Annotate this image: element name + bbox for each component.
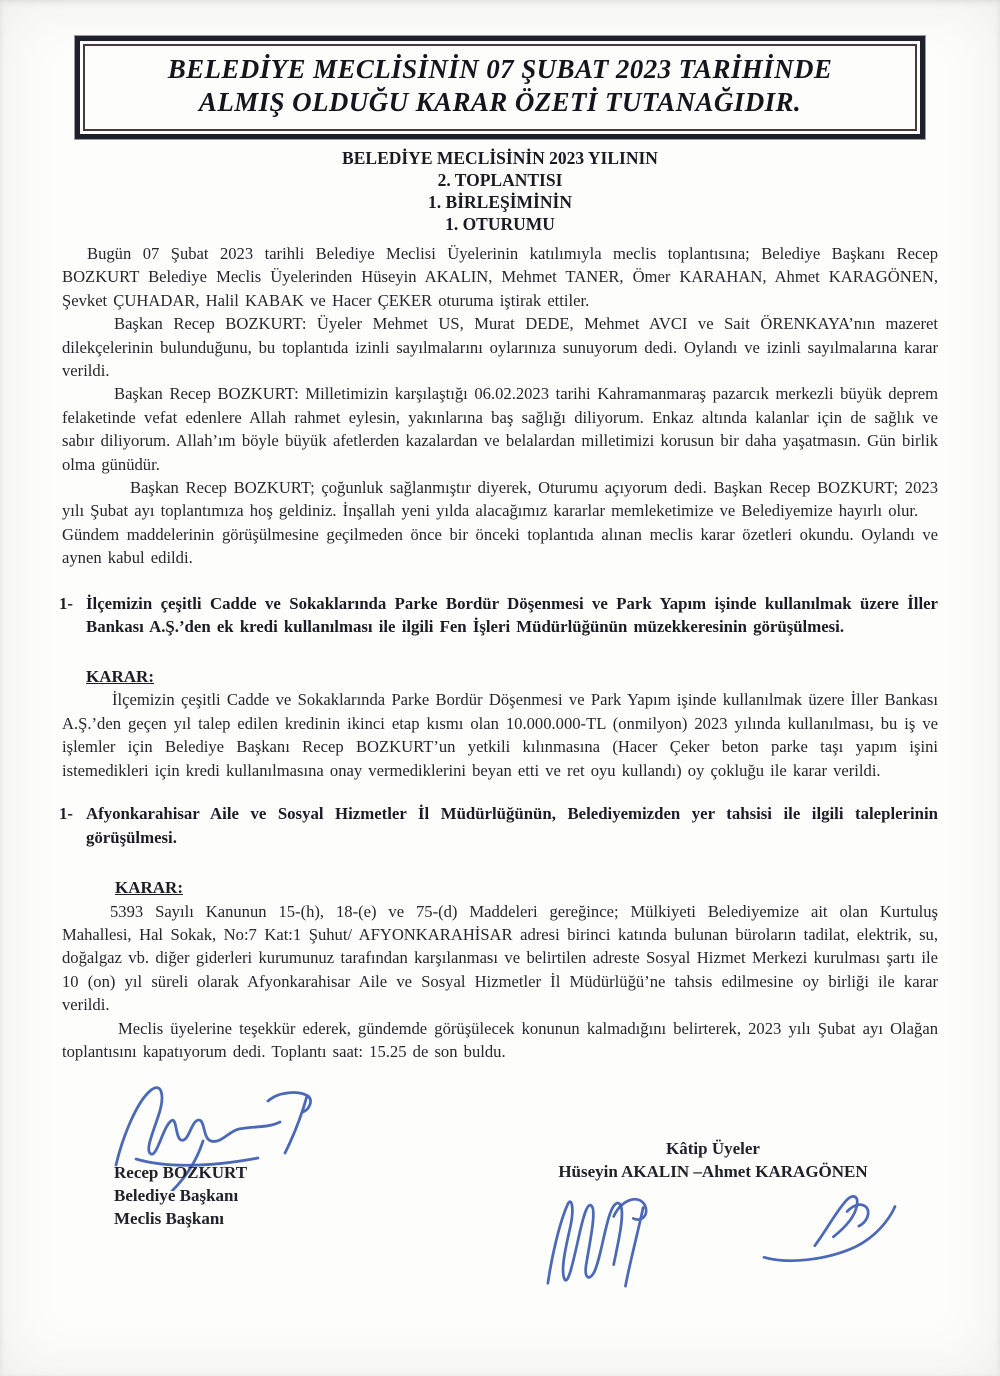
clerks-names: Hüseyin AKALIN –Ahmet KARAGÖNEN [558,1162,868,1182]
agenda-item-1-number: 1- [59,593,73,613]
decision-heading-2: KARAR: [115,878,183,898]
session-line-round: 1. OTURUMU [445,214,555,234]
agenda-item-2 [59,802,938,849]
huseyin-akalin-signature [532,1187,660,1295]
agenda-item-1-title: İlçemizin çeşitli Cadde ve Sokaklarında Parke Bordür Döşenmesi ve Park Yapım işinde kullanılmak üzere İller Bankası A.Ş.’den ek kredi kullanılması ile ilgili Fen İşleri Müdürlüğünün müzekkeresinin görüşülmesi. [86,593,938,637]
agenda-item-1 [59,592,938,639]
session-line-sitting: 1. BİRLEŞİMİNİN [428,192,572,212]
chairman-title-2: Meclis Başkanı [114,1209,225,1229]
paragraph-earthquake-condolence: Başkan Recep BOZKURT: Milletimizin karşılaştığı 06.02.2023 tarihi Kahramanmaraş pazarcık merkezli büyük deprem felaketinde vefat edenlere Allah rahmet eylesin, yakınlarına baş sağlığı diliyorum. Enkaz altında kalanlar için de sağlık ve sabır diliyorum. Allah’ım böyle büyük afetlerden kazalardan ve belalardan milletimizi korusun bir daha yaşatmasın. Gün birlik olma günüdür. [62,384,938,474]
signature-section [62,1079,938,1295]
title-box [75,36,925,139]
title-line-2: ALMIŞ OLDUĞU KARAR ÖZETİ TUTANAĞIDIR. [198,87,802,117]
decision-heading-1: KARAR: [86,666,154,686]
clerk-signatures [498,1183,928,1295]
ahmet-karagonen-signature [758,1187,900,1273]
opening-paragraphs [62,242,938,570]
title-line-1: BELEDİYE MECLİSİNİN 07 ŞUBAT 2023 TARİHİNDE [167,54,833,84]
clerks-heading: Kâtip Üyeler [666,1139,760,1159]
agenda-item-2-title: Afyonkarahisar Aile ve Sosyal Hizmetler İl Müdürlüğünün, Belediyemizden yer tahsisi ile ilgili taleplerinin görüşülmesi. [86,803,938,847]
paragraph-excused-members: Başkan Recep BOZKURT: Üyeler Mehmet US, Murat DEDE, Mehmet AVCI ve Sait ÖRENKAYA’nın mazeret dilekçelerinin bulunduğunu, bu toplantıda izinli sayılmalarını oylarınıza sunuyorum dedi. Oylandı ve izinli sayılmalarına karar verildi. [62,314,938,381]
chairman-title-1: Belediye Başkanı [114,1186,239,1206]
clerks-signature-block [498,1079,928,1295]
session-line-meeting: 2. TOPLANTISI [437,170,563,190]
decision-text-1: İlçemizin çeşitli Cadde ve Sokaklarında Parke Bordür Döşenmesi ve Park Yapım işinde kullanılmak üzere İller Bankası A.Ş.’den geçen yıl talep edilen kredinin ikinci etap kısmı olan 10.000.000-TL (onmilyon) 2023 yılında kullanılması, bu iş ve işlemler için Belediye Başkanı Recep BOZKURT’un yetkili kılınmasına (Hacer Çeker beton parke taşı yapım işini istemedikleri için kredi kullanılmasına onay vermediklerini beyan etti ve ret oyu kullandı) oy çokluğu ile karar verildi. [62,690,938,780]
chairman-signature-block [114,1079,414,1295]
paragraph-session-opening: Başkan Recep BOZKURT; çoğunluk sağlanmıştır diyerek, Oturumu açıyorum dedi. Başkan Recep BOZKURT; 2023 yılı Şubat ayı toplantımıza hoş geldiniz. İnşallah yeni yılda alacağımız kararlar memleketimize ve Belediyemize hayırlı olur. [62,478,938,521]
session-heading [62,147,938,235]
paragraph-attendance: Bugün 07 Şubat 2023 tarihli Belediye Meclisi Üyelerinin katılımıyla meclis toplantısına; Belediye Başkanı Recep BOZKURT Belediye Meclis Üyelerinden Hüseyin AKALIN, Mehmet TANER, Ömer KARAHAN, Ahmet KARAGÖNEN, Şevket ÇUHADAR, Halil KABAK ve Hacer ÇEKER oturuma iştirak ettiler. [62,244,938,310]
closing-paragraph: Meclis üyelerine teşekkür ederek, gündemde görüşülecek konunun kalmadığını belirterek, 2023 yılı Şubat ayı Olağan toplantısını kapatıyorum dedi. Toplantı saat: 15.25 de son buldu. [62,1018,938,1061]
agenda-item-2-number: 1- [59,803,73,823]
title-box-inner [83,44,917,131]
paragraph-previous-minutes: Gündem maddelerinin görüşülmesine geçilmeden önce bir önceki toplantıda alınan meclis karar özetleri okundu. Oylandı ve aynen kabul edildi. [62,524,938,568]
decision-text-2: 5393 Sayılı Kanunun 15-(h), 18-(e) ve 75-(d) Maddeleri gereğince; Mülkiyeti Belediyemize ait olan Kurtuluş Mahallesi, Hal Sokak, No:7 Kat:1 Şuhut/ AFYONKARAHİSAR adresi birinci katında bulunan büroların tadilat, elektrik, su, doğalgaz vb. diğer giderleri kurumunuz tarafından karşılanması ve belirtilen adreste Sosyal Hizmet Merkezi kurulması şartı ile 10 (on) yıl süreli olarak Afyonkarahisar Aile ve Sosyal Hizmetler İl Müdürlüğü’ne tahsis edilmesine oy birliği ile karar verildi. [62,901,938,1015]
session-line-year: BELEDİYE MECLİSİNİN 2023 YILININ [342,148,658,168]
chairman-name: Recep BOZKURT [114,1163,248,1183]
